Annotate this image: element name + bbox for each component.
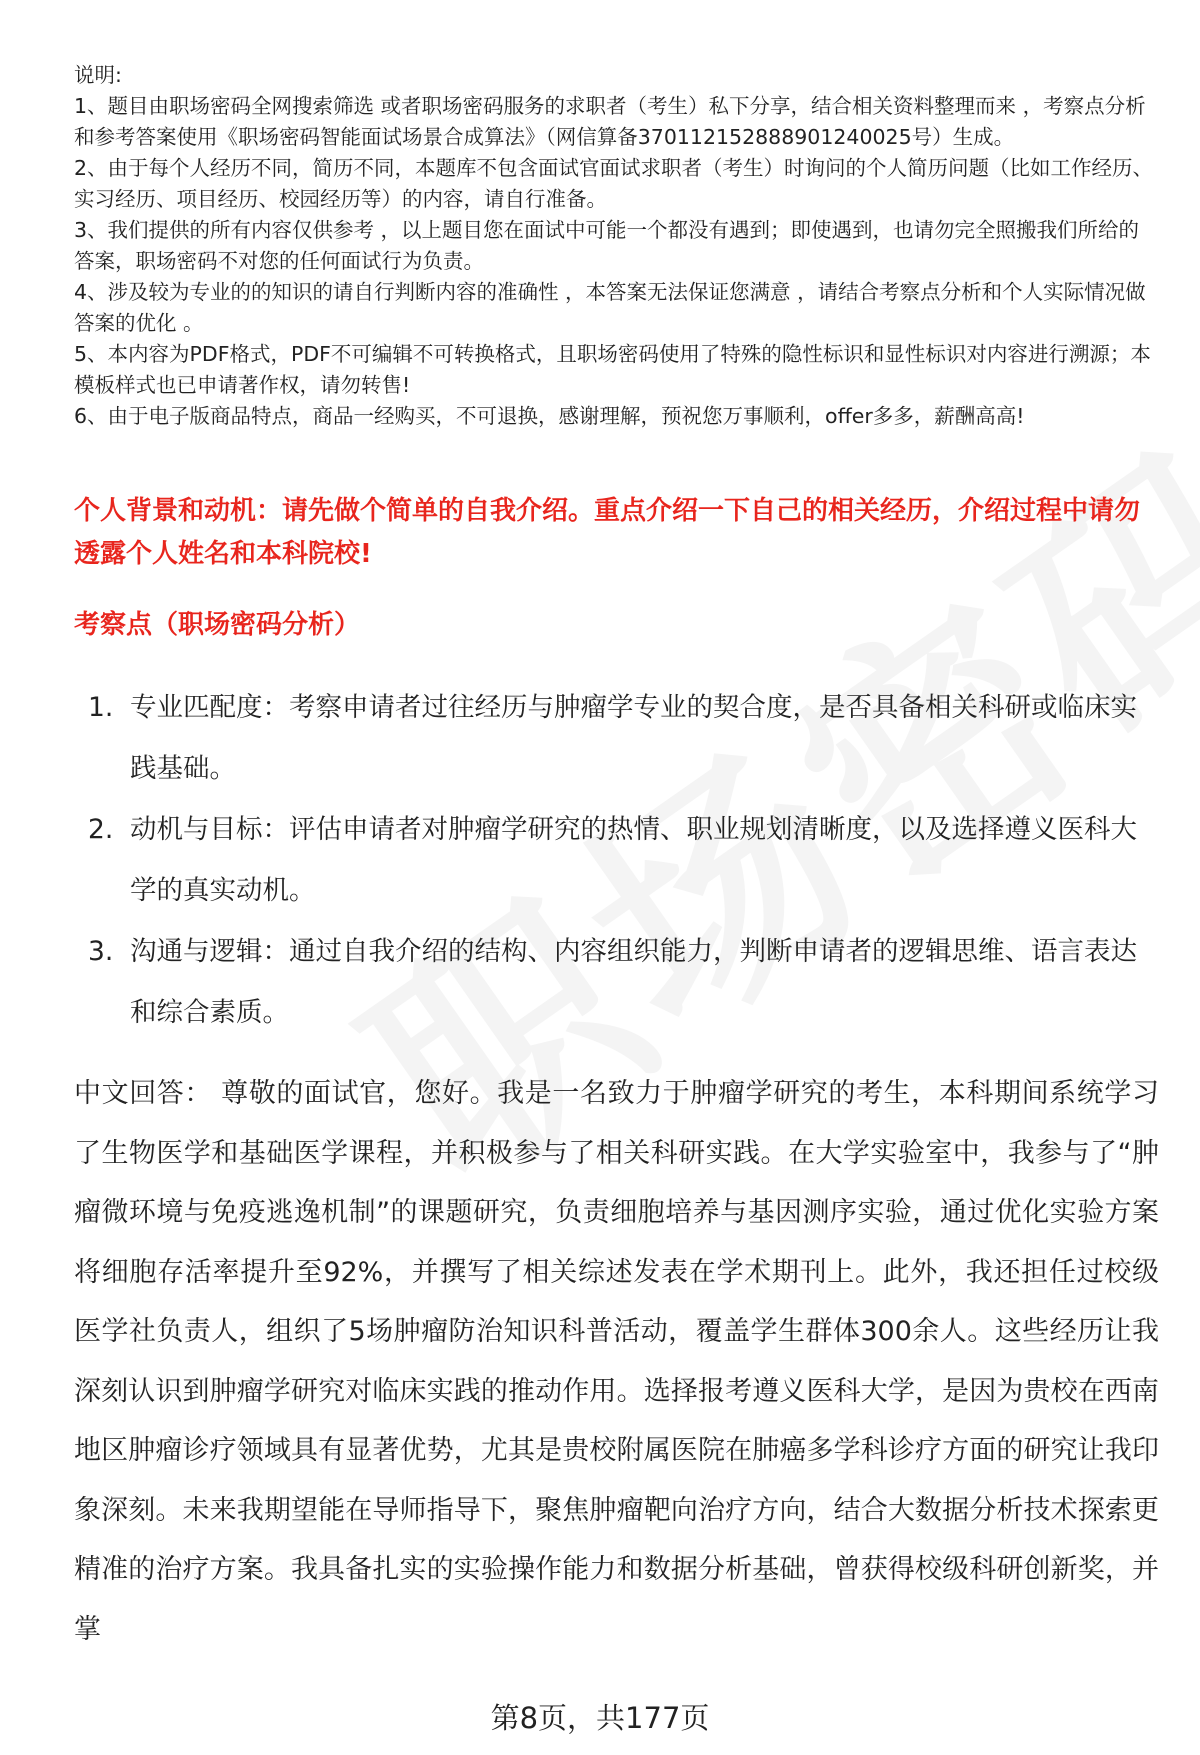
- note-item: 1、题目由职场密码全网搜索筛选 或者职场密码服务的求职者（考生）私下分享，结合相关资料整理而来 ，考察点分析和参考答案使用《职场密码智能面试场景合成算法》（网信算备370112152888901240025号）生成。: [74, 94, 1146, 149]
- note-item: 5、本内容为PDF格式，PDF不可编辑不可转换格式，且职场密码使用了特殊的隐性标识和显性标识对内容进行溯源；本模板样式也已申请著作权，请勿转售!: [74, 342, 1151, 397]
- note-item: 6、由于电子版商品特点，商品一经购买，不可退换，感谢理解，预祝您万事顺利，offer多多，薪酬高高!: [74, 404, 1025, 428]
- notes-section: [74, 60, 1154, 432]
- analysis-points: [74, 677, 1154, 1043]
- analysis-title: 考察点（职场密码分析）: [74, 610, 361, 640]
- analysis-point: [74, 799, 1154, 921]
- point-number: 2.: [88, 814, 114, 845]
- analysis-point: [74, 921, 1154, 1043]
- point-text: 动机与目标：评估申请者对肿瘤学研究的热情、职业规划清晰度，以及选择遵义医科大学的真实动机。: [130, 814, 1137, 906]
- notes-title: 说明:: [74, 63, 122, 87]
- answer-text: 中文回答： 尊敬的面试官，您好。我是一名致力于肿瘤学研究的考生，本科期间系统学习了生物医学和基础医学课程，并积极参与了相关科研实践。在大学实验室中，我参与了“肿瘤微环境与免疫逃逸机制”的课题研究，负责细胞培养与基因测序实验，通过优化实验方案将细胞存活率提升至92%，并撰写了相关综述发表在学术期刊上。此外，我还担任过校级医学社负责人，组织了5场肿瘤防治知识科普活动，覆盖学生群体300余人。这些经历让我深刻认识到肿瘤学研究对临床实践的推动作用。选择报考遵义医科大学，是因为贵校在西南地区肿瘤诊疗领域具有显著优势，尤其是贵校附属医院在肺癌多学科诊疗方面的研究让我印象深刻。未来我期望能在导师指导下，聚焦肿瘤靶向治疗方向，结合大数据分析技术探索更精准的治疗方案。我具备扎实的实验操作能力和数据分析基础，曾获得校级科研创新奖，并掌: [74, 1078, 1159, 1645]
- analysis-point: [74, 677, 1154, 799]
- note-item: 3、我们提供的所有内容仅供参考 ，以上题目您在面试中可能一个都没有遇到；即使遇到，也请勿完全照搬我们所给的答案，职场密码不对您的任何面试行为负责。: [74, 218, 1140, 273]
- page-number: 第8页，共177页: [490, 1701, 710, 1735]
- point-number: 1.: [88, 692, 114, 723]
- note-item: 4、涉及较为专业的的知识的请自行判断内容的准确性 ，本答案无法保证您满意 ，请结合考察点分析和个人实际情况做答案的优化 。: [74, 280, 1146, 335]
- point-text: 专业匹配度：考察申请者过往经历与肿瘤学专业的契合度，是否具备相关科研或临床实践基础。: [130, 692, 1137, 784]
- point-number: 3.: [88, 936, 114, 967]
- question-heading: 个人背景和动机：请先做个简单的自我介绍。重点介绍一下自己的相关经历，介绍过程中请勿透露个人姓名和本科院校!: [74, 496, 1141, 569]
- point-text: 沟通与逻辑：通过自我介绍的结构、内容组织能力，判断申请者的逻辑思维、语言表达和综合素质。: [130, 936, 1137, 1028]
- note-item: 2、由于每个人经历不同，简历不同，本题库不包含面试官面试求职者（考生）时询问的个人简历问题（比如工作经历、实习经历、项目经历、校园经历等）的内容，请自行准备。: [74, 156, 1154, 211]
